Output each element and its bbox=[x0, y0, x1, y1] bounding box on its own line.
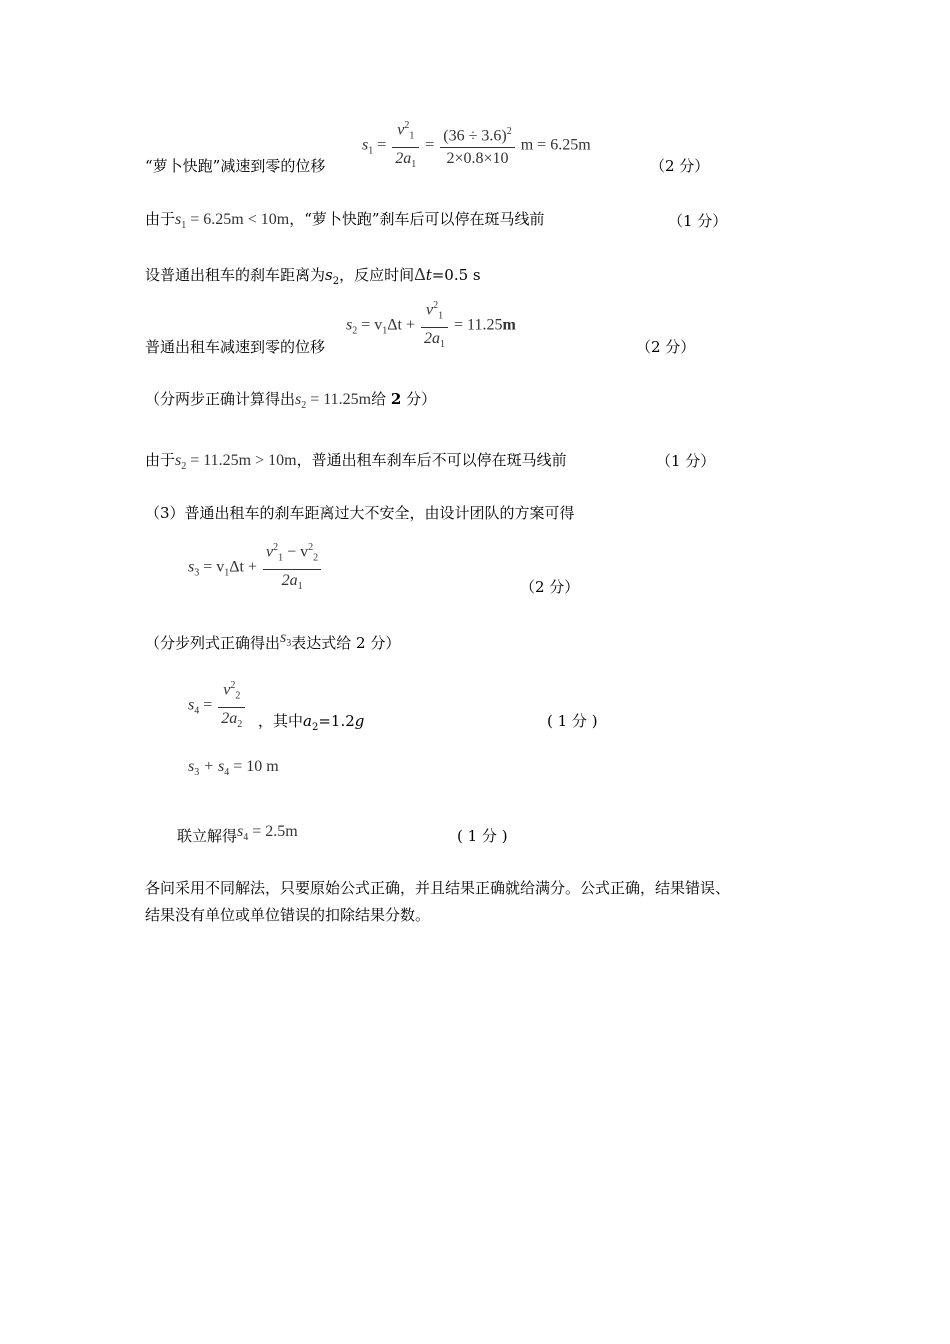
s4-num-sub: 2 bbox=[235, 690, 241, 702]
taxi-setup-text-b: ，反应时间 bbox=[339, 266, 415, 284]
s1-compare-formula: = 6.25m < 10m bbox=[190, 211, 290, 228]
s1-lhs-sub: 1 bbox=[368, 145, 374, 157]
s4-where bbox=[258, 711, 364, 738]
s2-formula bbox=[346, 296, 516, 356]
sum-plus: + s bbox=[199, 758, 225, 775]
s2-frac-den: 2a bbox=[424, 329, 441, 347]
solve-var: s bbox=[237, 823, 244, 840]
s1-frac1-den: 2a bbox=[395, 149, 412, 167]
delta-symbol: Δ bbox=[414, 264, 426, 284]
s2-label: 普通出租车减速到零的位移 bbox=[145, 338, 326, 356]
taxi-setup-line bbox=[145, 264, 481, 292]
s4-lhs-sub: 4 bbox=[194, 705, 200, 717]
solve-score: ( 1 分 ) bbox=[457, 827, 508, 845]
s1-frac2-num-sup: 2 bbox=[506, 126, 512, 138]
s4-a-val: =1.2 bbox=[318, 712, 355, 730]
s4-lhs: s bbox=[188, 696, 195, 714]
s2-note-suffix-b: 分） bbox=[401, 390, 437, 408]
s4-den-sub: 2 bbox=[237, 718, 243, 730]
sum-result: = 10 m bbox=[229, 758, 279, 775]
s4-den: 2a bbox=[221, 709, 238, 727]
s3-den: 2a bbox=[281, 571, 298, 589]
s2-result: = 11.25 bbox=[454, 316, 503, 334]
s3-score: （2 分） bbox=[520, 578, 580, 596]
s2-term1-b: Δt + bbox=[387, 316, 416, 334]
s4-g: g bbox=[354, 712, 365, 730]
taxi-setup-t: t bbox=[425, 266, 432, 284]
s1-frac1-num: v bbox=[397, 121, 405, 139]
s3-num-sup1: 2 bbox=[273, 542, 279, 553]
s2-compare-formula: = 11.25m > 10m bbox=[190, 452, 297, 469]
s4-score: ( 1 分 ) bbox=[547, 712, 598, 730]
solve-sub: 4 bbox=[243, 832, 249, 844]
s3-num: v bbox=[266, 543, 274, 561]
footer-line1: 各问采用不同解法，只要原始公式正确，并且结果正确就给满分。公式正确，结果错误、 bbox=[145, 879, 731, 897]
sum-a: s bbox=[188, 758, 195, 775]
s2-note-line: （分两步正确计算得出$s_2 = 11.25m$给 2 分） bbox=[145, 390, 437, 412]
s1-frac2-den: 2×0.8×10 bbox=[446, 149, 509, 167]
s4-a-sub: 2 bbox=[311, 722, 319, 733]
taxi-setup-var-sub: 2 bbox=[332, 276, 340, 287]
s1-score: （2 分） bbox=[650, 157, 710, 175]
s3-note-sub: 3 bbox=[286, 638, 292, 650]
s3-term-b: Δt + bbox=[229, 558, 258, 576]
s2-lhs-sub: 2 bbox=[352, 325, 358, 337]
s3-note-line bbox=[145, 629, 401, 660]
s4-a: a bbox=[303, 712, 312, 730]
s2-note-prefix: （分两步正确计算得出 bbox=[145, 390, 296, 408]
s1-compare-score: （1 分） bbox=[668, 212, 728, 230]
s2-lhs: s bbox=[346, 316, 353, 334]
s4-frac bbox=[218, 676, 245, 736]
s2-note-formula: = 11.25m bbox=[310, 391, 372, 408]
s2-frac-num-sup: 2 bbox=[433, 300, 439, 311]
s4-num-sup: 2 bbox=[230, 680, 236, 691]
s3-lhs-sub: 3 bbox=[194, 567, 200, 579]
sum-sub-b: 4 bbox=[224, 767, 230, 779]
sum-formula bbox=[188, 758, 279, 778]
s2-frac-num-sub: 1 bbox=[438, 310, 444, 322]
s1-frac1-den-sub: 1 bbox=[411, 158, 417, 170]
s1-frac2-num: (36 ÷ 3.6) bbox=[443, 127, 507, 145]
s1-compare-line: 由于$s_1 = 6.25m < 10m$，“萝卜快跑”刹车后可以停在斑马线前 bbox=[145, 210, 545, 232]
sum-sub-a: 3 bbox=[194, 767, 200, 779]
s3-formula bbox=[188, 538, 323, 598]
s3-den-sub: 1 bbox=[297, 580, 303, 592]
s2-frac-num: v bbox=[425, 301, 434, 319]
s4-num: v bbox=[223, 681, 231, 699]
taxi-setup-t-value: =0.5 s bbox=[431, 266, 481, 284]
part3-intro: （3）普通出租车的刹车距离过大不安全，由设计团队的方案可得 bbox=[145, 504, 575, 522]
taxi-setup-text-a: 设普通出租车的刹车距离为 bbox=[145, 266, 326, 284]
equals-sign: = bbox=[425, 136, 435, 154]
s1-compare-suffix: ，“萝卜快跑”刹车后可以停在斑马线前 bbox=[289, 210, 545, 228]
s2-result-unit: m bbox=[502, 316, 516, 334]
s2-note-num: 2 bbox=[390, 390, 402, 408]
equals-sign: = bbox=[377, 136, 387, 154]
s3-term-sub: 1 bbox=[224, 567, 230, 579]
s3-num-minus: − v bbox=[283, 543, 309, 561]
s1-label: “萝卜快跑”减速到零的位移 bbox=[145, 157, 326, 175]
s1-frac1 bbox=[392, 116, 419, 176]
s3-num-sup2: 2 bbox=[308, 542, 314, 553]
s1-lhs: s bbox=[362, 136, 369, 154]
s1-frac1-num-sub: 1 bbox=[409, 130, 415, 142]
solve-line bbox=[177, 823, 298, 853]
s3-frac bbox=[263, 538, 321, 598]
s3-note-prefix: （分步列式正确得出 bbox=[145, 634, 281, 652]
s2-note-suffix-a: 给 bbox=[371, 390, 391, 408]
s2-compare-prefix: 由于 bbox=[145, 451, 176, 469]
s2-term1-sub: 1 bbox=[382, 325, 388, 337]
s2-compare-line: 由于$s_2 = 11.25m > 10m$，普通出租车刹车后不可以停在斑马线前 bbox=[145, 451, 567, 473]
s1-formula bbox=[362, 116, 591, 176]
s3-num-sub2: 2 bbox=[313, 552, 319, 564]
s2-compare-score: （1 分） bbox=[656, 452, 716, 470]
s2-score: （2 分） bbox=[636, 338, 696, 356]
s3-lhs: s bbox=[188, 558, 195, 576]
taxi-setup-var: s bbox=[325, 266, 333, 284]
solve-label: 联立解得 bbox=[177, 827, 238, 845]
equals-sign: = bbox=[203, 696, 213, 714]
s3-note-suffix: 表达式给 2 分） bbox=[291, 634, 401, 652]
s2-frac bbox=[421, 296, 448, 356]
s4-where-text: ，其中 bbox=[258, 712, 304, 730]
s2-term1: = v bbox=[361, 316, 383, 334]
s3-num-sub1: 1 bbox=[278, 552, 284, 564]
footer-line2: 结果没有单位或单位错误的扣除结果分数。 bbox=[145, 906, 431, 924]
s1-result: m = 6.25m bbox=[520, 136, 591, 154]
s2-frac-den-sub: 1 bbox=[440, 338, 446, 350]
s3-term: = v bbox=[203, 558, 225, 576]
s1-compare-prefix: 由于 bbox=[145, 210, 176, 228]
s2-compare-suffix: ，普通出租车刹车后不可以停在斑马线前 bbox=[296, 451, 567, 469]
s4-formula bbox=[188, 676, 247, 736]
s1-frac2 bbox=[440, 122, 514, 169]
s3-note-var: s bbox=[280, 629, 287, 646]
solve-result: = 2.5m bbox=[248, 823, 298, 840]
s1-frac1-num-sup: 2 bbox=[404, 120, 410, 131]
